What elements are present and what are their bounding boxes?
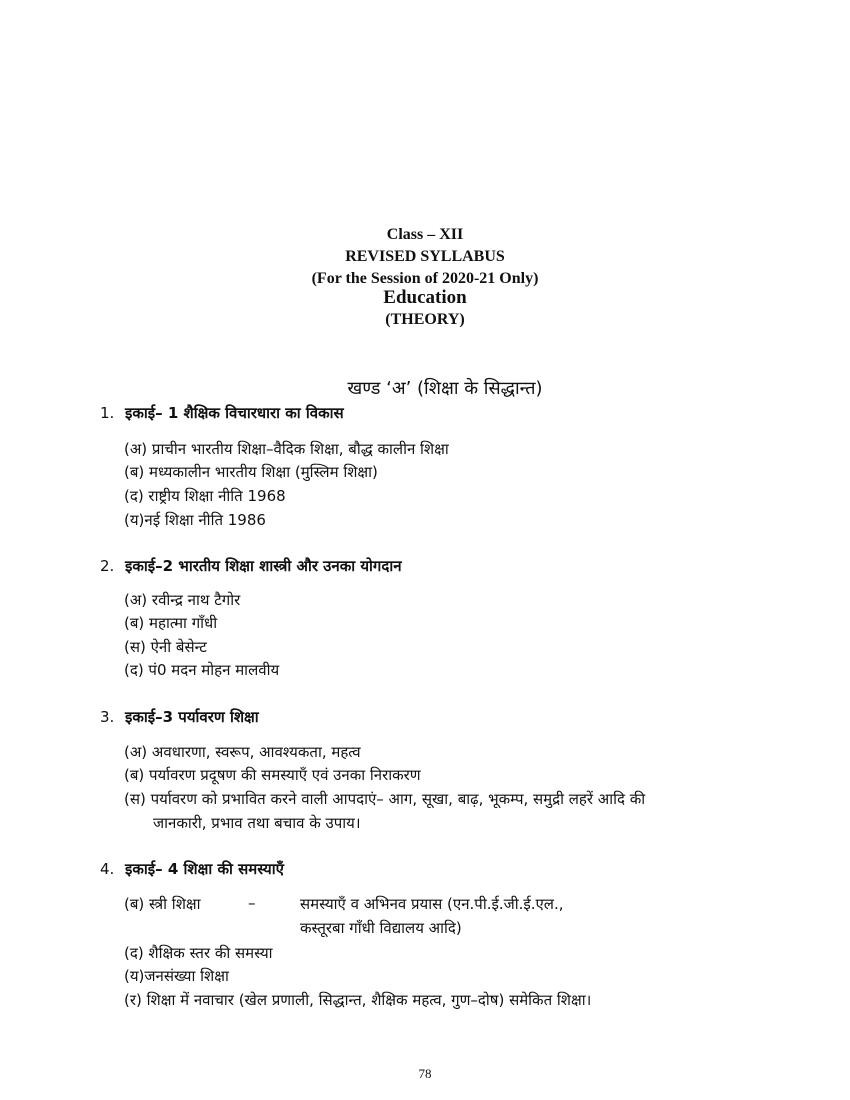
class-heading: Class – XII	[386, 226, 464, 243]
syllabus-heading: REVISED SYLLABUS	[345, 248, 505, 265]
page-number: 78	[418, 1066, 432, 1081]
women-education-label: (ब) स्त्री शिक्षा	[124, 895, 201, 913]
list-item: जानकारी, प्रभाव तथा बचाव के उपाय।	[153, 814, 361, 832]
unit-number: 2.	[100, 557, 115, 575]
list-item: (अ) अवधारणा, स्वरूप, आवश्यकता, महत्व	[124, 743, 361, 761]
list-item: (अ) प्राचीन भारतीय शिक्षा–वैदिक शिक्षा, बौद्ध कालीन शिक्षा	[124, 440, 449, 458]
subject-heading: Education	[383, 287, 467, 308]
paper-heading: (THEORY)	[385, 311, 465, 328]
list-item: (स) ऐनी बेसेन्ट	[124, 638, 207, 656]
unit-number: 1.	[100, 404, 115, 422]
unit-number: 4.	[100, 860, 115, 878]
women-education-detail: कस्तूरबा गाँधी विद्यालय आदि)	[300, 919, 462, 937]
list-item: (द) पं0 मदन मोहन मालवीय	[124, 661, 280, 679]
list-item: (र) शिक्षा में नवाचार (खेल प्रणाली, सिद्धान्त, शैक्षिक महत्व, गुण–दोष) समेकित शिक्षा।	[124, 991, 592, 1009]
unit-title: इकाई–3 पर्यावरण शिक्षा	[125, 708, 259, 726]
women-education-detail: समस्याएँ व अभिनव प्रयास (एन.पी.ई.जी.ई.एल.,	[300, 895, 564, 913]
unit-title: इकाई– 1 शैक्षिक विचारधारा का विकास	[125, 404, 344, 422]
list-item: (य)नई शिक्षा नीति 1986	[124, 511, 266, 529]
list-item: (ब) महात्मा गाँधी	[124, 614, 218, 632]
women-education-dash: –	[248, 894, 256, 912]
list-item: (ब) पर्यावरण प्रदूषण की समस्याएँ एवं उनका निराकरण	[124, 766, 421, 784]
list-item: (य)जनसंख्या शिक्षा	[124, 967, 229, 985]
list-item: (द) राष्ट्रीय शिक्षा नीति 1968	[124, 487, 286, 505]
unit-title: इकाई– 4 शिक्षा की समस्याएँ	[125, 860, 284, 878]
unit-title: इकाई–2 भारतीय शिक्षा शास्त्री और उनका योगदान	[125, 557, 402, 575]
session-heading: (For the Session of 2020-21 Only)	[311, 270, 539, 287]
list-item: (ब) मध्यकालीन भारतीय शिक्षा (मुस्लिम शिक्षा)	[124, 463, 378, 481]
list-item: (द) शैक्षिक स्तर की समस्या	[124, 944, 273, 962]
list-item: (स) पर्यावरण को प्रभावित करने वाली आपदाएं– आग, सूखा, बाढ़, भूकम्प, समुद्री लहरें आदि की	[124, 790, 646, 808]
unit-number: 3.	[100, 708, 115, 726]
list-item: (अ) रवीन्द्र नाथ टैगोर	[124, 591, 241, 609]
section-title: खण्ड ‘अ’ (शिक्षा के सिद्धान्त)	[347, 378, 543, 399]
